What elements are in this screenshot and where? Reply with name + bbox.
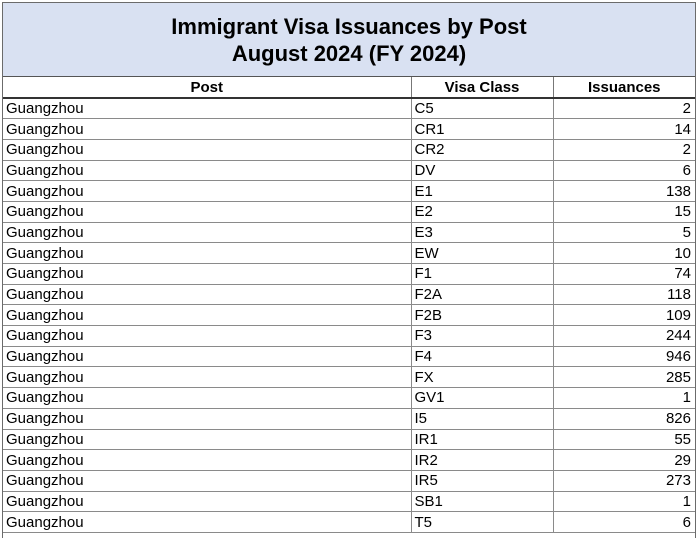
post-cell: Guangzhou (3, 470, 411, 491)
table-row (3, 408, 695, 429)
table-row (3, 491, 695, 512)
table-row (3, 139, 695, 160)
issuances-cell: 55 (553, 429, 695, 450)
post-cell: Guangzhou (3, 512, 411, 533)
post-cell: Guangzhou (3, 264, 411, 285)
issuances-cell: 5 (553, 222, 695, 243)
post-cell: Guangzhou (3, 284, 411, 305)
post-cell: Guangzhou (3, 222, 411, 243)
issuances-cell: 1 (553, 491, 695, 512)
header-row (3, 77, 695, 98)
table-row (3, 429, 695, 450)
post-cell: Guangzhou (3, 181, 411, 202)
visa-class-cell: FX (411, 367, 553, 388)
table-row (3, 201, 695, 222)
header-issuances: Issuances (553, 77, 695, 98)
issuances-cell: 6 (553, 512, 695, 533)
issuances-cell: 138 (553, 181, 695, 202)
visa-class-cell: E2 (411, 201, 553, 222)
table-row (3, 346, 695, 367)
visa-class-cell: I5 (411, 408, 553, 429)
table-row (3, 160, 695, 181)
visa-class-cell: SB1 (411, 491, 553, 512)
visa-class-cell: F3 (411, 326, 553, 347)
table-row (3, 181, 695, 202)
issuance-sheet (2, 2, 696, 538)
post-cell: Guangzhou (3, 201, 411, 222)
issuances-cell: 946 (553, 346, 695, 367)
issuances-cell: 244 (553, 326, 695, 347)
table-row (3, 222, 695, 243)
table-row (3, 367, 695, 388)
table-row (3, 470, 695, 491)
issuances-cell: 10 (553, 243, 695, 264)
visa-class-cell: CR1 (411, 119, 553, 140)
visa-class-cell: IR1 (411, 429, 553, 450)
visa-class-cell: E3 (411, 222, 553, 243)
post-cell: Guangzhou (3, 346, 411, 367)
visa-class-cell: GV1 (411, 388, 553, 409)
visa-class-cell: F1 (411, 264, 553, 285)
issuances-cell: 15 (553, 201, 695, 222)
table-row (3, 119, 695, 140)
visa-class-cell: F4 (411, 346, 553, 367)
issuances-cell: 273 (553, 470, 695, 491)
post-cell: Guangzhou (3, 408, 411, 429)
post-cell: Guangzhou (3, 491, 411, 512)
issuances-cell: 2 (553, 139, 695, 160)
visa-class-cell: IR2 (411, 450, 553, 471)
table-row (3, 326, 695, 347)
issuances-cell: 285 (553, 367, 695, 388)
title-box (3, 3, 695, 77)
table-row (3, 98, 695, 119)
table-row (3, 450, 695, 471)
post-cell: Guangzhou (3, 429, 411, 450)
post-cell: Guangzhou (3, 388, 411, 409)
post-cell: Guangzhou (3, 119, 411, 140)
issuances-cell: 6 (553, 160, 695, 181)
table-row (3, 243, 695, 264)
visa-class-cell: IR5 (411, 470, 553, 491)
issuances-cell: 826 (553, 408, 695, 429)
table-body (3, 98, 695, 532)
header-post: Post (3, 77, 411, 98)
visa-class-cell: T5 (411, 512, 553, 533)
issuances-cell: 1 (553, 388, 695, 409)
table-row (3, 264, 695, 285)
visa-class-cell: DV (411, 160, 553, 181)
post-cell: Guangzhou (3, 139, 411, 160)
post-cell: Guangzhou (3, 98, 411, 119)
report-title: Immigrant Visa Issuances by Post (171, 13, 527, 39)
header-visa-class: Visa Class (411, 77, 553, 98)
post-cell: Guangzhou (3, 450, 411, 471)
issuances-cell: 2 (553, 98, 695, 119)
table-row (3, 305, 695, 326)
table-row (3, 284, 695, 305)
issuance-table (3, 77, 695, 533)
visa-class-cell: C5 (411, 98, 553, 119)
visa-class-cell: F2B (411, 305, 553, 326)
table-row (3, 512, 695, 533)
post-cell: Guangzhou (3, 305, 411, 326)
issuances-cell: 118 (553, 284, 695, 305)
visa-class-cell: E1 (411, 181, 553, 202)
issuances-cell: 109 (553, 305, 695, 326)
visa-class-cell: CR2 (411, 139, 553, 160)
visa-class-cell: EW (411, 243, 553, 264)
post-cell: Guangzhou (3, 367, 411, 388)
post-cell: Guangzhou (3, 160, 411, 181)
visa-class-cell: F2A (411, 284, 553, 305)
report-period: August 2024 (FY 2024) (231, 40, 467, 66)
issuances-cell: 14 (553, 119, 695, 140)
post-cell: Guangzhou (3, 326, 411, 347)
table-row (3, 388, 695, 409)
post-cell: Guangzhou (3, 243, 411, 264)
issuances-cell: 74 (553, 264, 695, 285)
issuances-cell: 29 (553, 450, 695, 471)
